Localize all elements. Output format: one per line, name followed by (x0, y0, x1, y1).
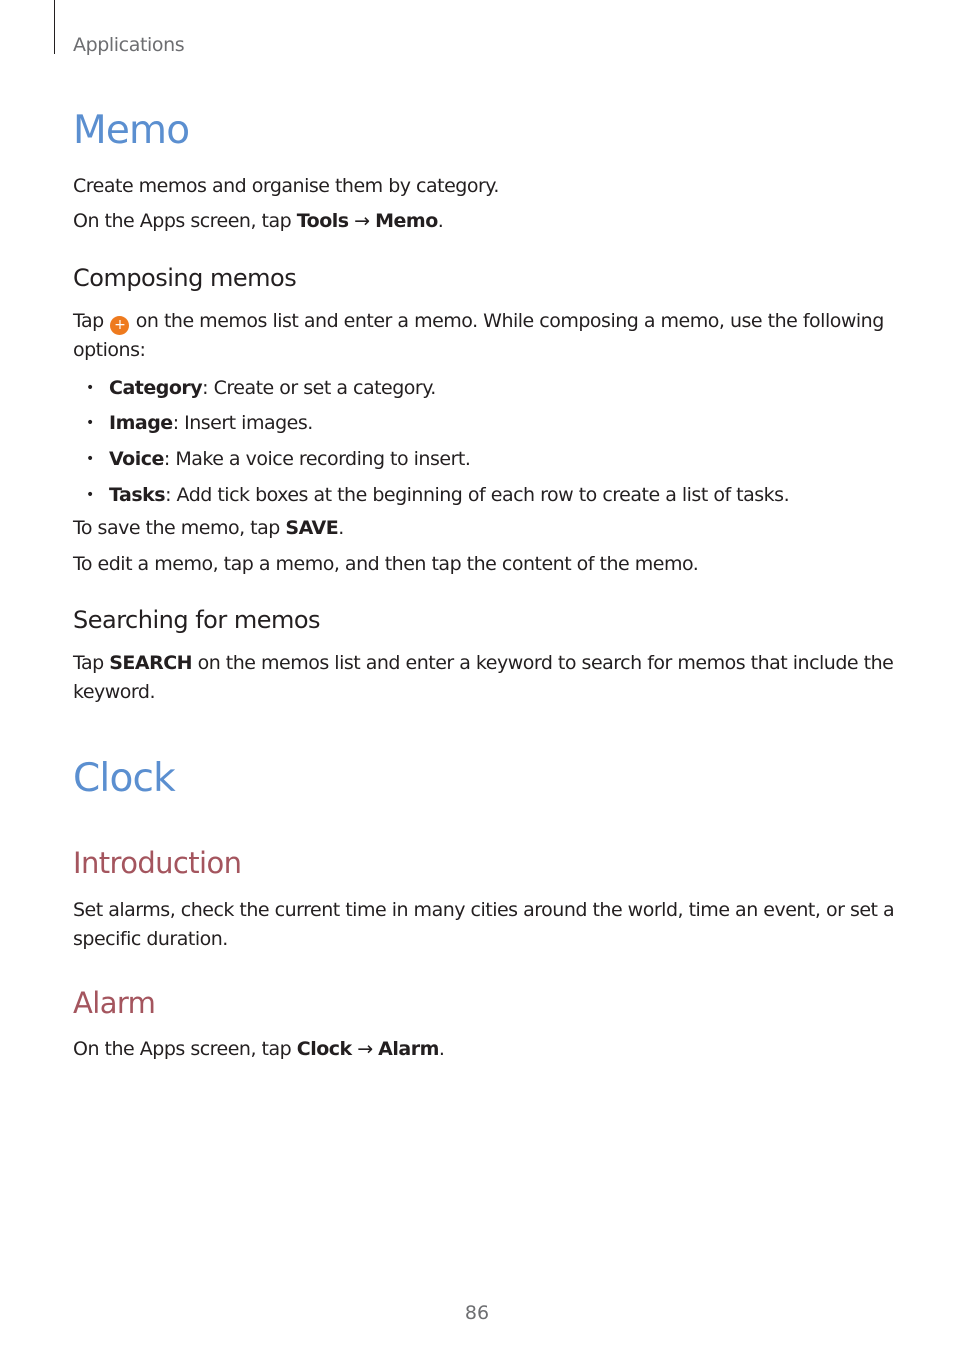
searching-line-1: Tap SEARCH on the memos list and enter a keyword to search for memos that include the (73, 652, 894, 674)
option-category: Category: Create or set a category. (109, 377, 436, 399)
clock-title: Clock (73, 756, 175, 801)
bullet: • (86, 451, 95, 467)
page-number: 86 (464, 1302, 490, 1324)
running-header: Applications (73, 34, 185, 56)
option-image: Image: Insert images. (109, 412, 313, 434)
searching-line-2: keyword. (73, 681, 156, 703)
add-plus-icon: + (110, 316, 129, 335)
composing-memos-heading: Composing memos (73, 264, 297, 292)
memo-title: Memo (73, 108, 190, 153)
alarm-nav-instruction: On the Apps screen, tap Clock → Alarm. (73, 1038, 445, 1060)
bullet: • (86, 415, 95, 431)
composing-line-1: Tap + on the memos list and enter a memo. While composing a memo, use the following (73, 310, 884, 333)
searching-memos-heading: Searching for memos (73, 606, 321, 634)
option-tasks: Tasks: Add tick boxes at the beginning of each row to create a list of tasks. (109, 484, 790, 506)
memo-nav-instruction: On the Apps screen, tap Tools → Memo. (73, 210, 444, 232)
alarm-heading: Alarm (73, 986, 156, 1020)
introduction-line-1: Set alarms, check the current time in many cities around the world, time an event, or set a (73, 899, 895, 921)
composing-line-2: options: (73, 339, 146, 361)
introduction-line-2: specific duration. (73, 928, 228, 950)
save-instruction: To save the memo, tap SAVE. (73, 517, 344, 539)
introduction-heading: Introduction (73, 846, 242, 880)
bullet: • (86, 380, 95, 396)
option-voice: Voice: Make a voice recording to insert. (109, 448, 471, 470)
header-rule (54, 0, 55, 54)
memo-intro: Create memos and organise them by category. (73, 175, 499, 197)
bullet: • (86, 487, 95, 503)
edit-instruction: To edit a memo, tap a memo, and then tap the content of the memo. (73, 553, 699, 575)
